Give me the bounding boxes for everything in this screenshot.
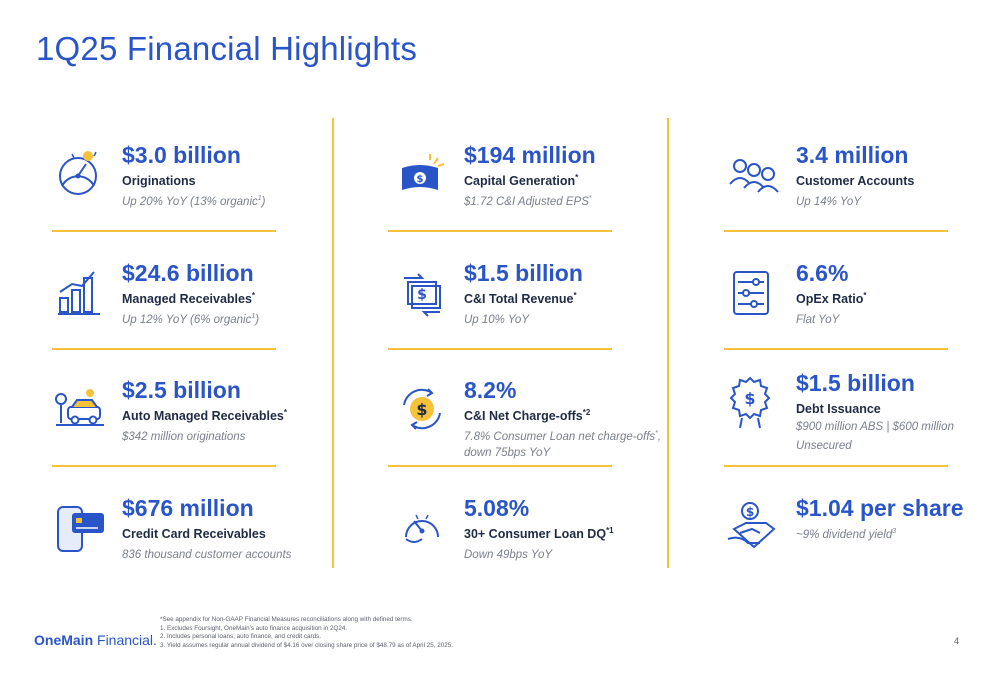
footnote: 3. Yield assumes regular annual dividend of $4.16 over closing share price of $48.79 as of April 25, 2025. [160, 641, 453, 649]
metric-value: 3.4 million [796, 142, 909, 168]
metric-capital-generation [394, 142, 694, 222]
metric-label: Managed Receivables* [122, 291, 256, 307]
metric-customer-accounts [726, 142, 1000, 222]
sliders-icon [726, 264, 782, 320]
svg-text:$: $ [744, 389, 756, 408]
metric-subtext: ~9% dividend yield$^3$ [796, 528, 897, 541]
metric-subtext: 836 thousand customer accounts [122, 548, 292, 561]
footnotes [160, 616, 720, 650]
metric-consumer-loan-dq [394, 495, 694, 575]
svg-text:$: $ [417, 287, 427, 303]
metric-debt-issuance [726, 370, 1000, 450]
metric-value: $24.6 billion [122, 260, 254, 286]
dollar-badge-icon [726, 374, 782, 430]
metric-subtext: $342 million originations [122, 430, 246, 443]
metric-value: $2.5 billion [122, 377, 241, 403]
dividend-hand-icon [726, 499, 782, 555]
footnote: 1. Excludes Foursight, OneMain’s auto finance acquisition in 2Q24. [160, 624, 348, 632]
metric-value: 5.08% [464, 495, 530, 521]
metric-subtext: $1.72 C&I Adjusted EPS* [464, 195, 592, 208]
svg-text:$: $ [416, 400, 428, 419]
metric-subtext: Up 20% YoY (13% organic$^1$) [122, 195, 266, 208]
row-divider [388, 348, 612, 350]
metric-ci-net-charge-offs [394, 377, 694, 457]
company-logo: OneMain Financial. [34, 632, 157, 648]
metric-managed-receivables [52, 260, 352, 340]
metric-auto-managed-receivables [52, 377, 352, 457]
metric-opex-ratio [726, 260, 1000, 340]
page-number: 4 [954, 636, 960, 646]
metric-subtext: $900 million ABS | $600 million Unsecured [796, 421, 954, 452]
coin-cycle-icon [394, 381, 450, 437]
metric-label: Capital Generation* [464, 173, 579, 189]
row-divider [52, 230, 276, 232]
people-icon [726, 146, 782, 202]
phone-card-icon [52, 499, 108, 555]
row-divider [724, 465, 948, 467]
row-divider [724, 348, 948, 350]
metric-label: Originations [122, 174, 196, 189]
metric-subtext: Up 14% YoY [796, 195, 862, 208]
row-divider [388, 230, 612, 232]
metric-value: $1.04 per share [796, 495, 964, 521]
metric-subtext: Up 12% YoY (6% organic$^1$) [122, 313, 260, 326]
metric-value: $194 million [464, 142, 596, 168]
car-icon [52, 381, 108, 437]
row-divider [724, 230, 948, 232]
metric-ci-total-revenue [394, 260, 694, 340]
metric-value: $3.0 billion [122, 142, 241, 168]
footnote: *See appendix for Non-GAAP Financial Measures reconciliations along with defined terms. [160, 616, 413, 623]
metric-subtext: Flat YoY [796, 313, 840, 326]
metric-label: 30+ Consumer Loan DQ$^{*1}$ [464, 526, 614, 542]
money-exchange-icon [394, 264, 450, 320]
metric-value: $1.5 billion [464, 260, 583, 286]
metric-label: C&I Total Revenue* [464, 291, 577, 307]
metric-value: $676 million [122, 495, 254, 521]
metric-subtext: Down 49bps YoY [464, 548, 553, 561]
metric-label: C&I Net Charge-offs$^{*2}$ [464, 408, 591, 424]
metric-subtext: 7.8% Consumer Loan net charge-offs*, down 75bps YoY [464, 430, 662, 459]
metric-value: 6.6% [796, 260, 849, 286]
metric-label: Customer Accounts [796, 174, 915, 189]
money-bill-icon [394, 146, 450, 202]
speedometer-icon [52, 146, 108, 202]
svg-text:$: $ [416, 174, 424, 185]
metric-dividend [726, 495, 1000, 575]
metric-label: OpEx Ratio* [796, 291, 867, 307]
svg-text:$: $ [745, 505, 755, 519]
metric-originations [52, 142, 352, 222]
row-divider [388, 465, 612, 467]
row-divider [52, 465, 276, 467]
row-divider [52, 348, 276, 350]
bar-chart-icon [52, 264, 108, 320]
metric-value: $1.5 billion [796, 370, 915, 396]
metric-label: Auto Managed Receivables* [122, 408, 287, 424]
metric-label: Debt Issuance [796, 402, 881, 417]
page-title: 1Q25 Financial Highlights [36, 30, 418, 67]
metric-value: 8.2% [464, 377, 517, 403]
metric-label: Credit Card Receivables [122, 527, 266, 542]
gauge-icon [394, 499, 450, 555]
footnote: 2. Includes personal loans, auto finance, and credit cards. [160, 633, 322, 641]
metric-subtext: Up 10% YoY [464, 313, 530, 326]
metric-credit-card-receivables [52, 495, 352, 575]
